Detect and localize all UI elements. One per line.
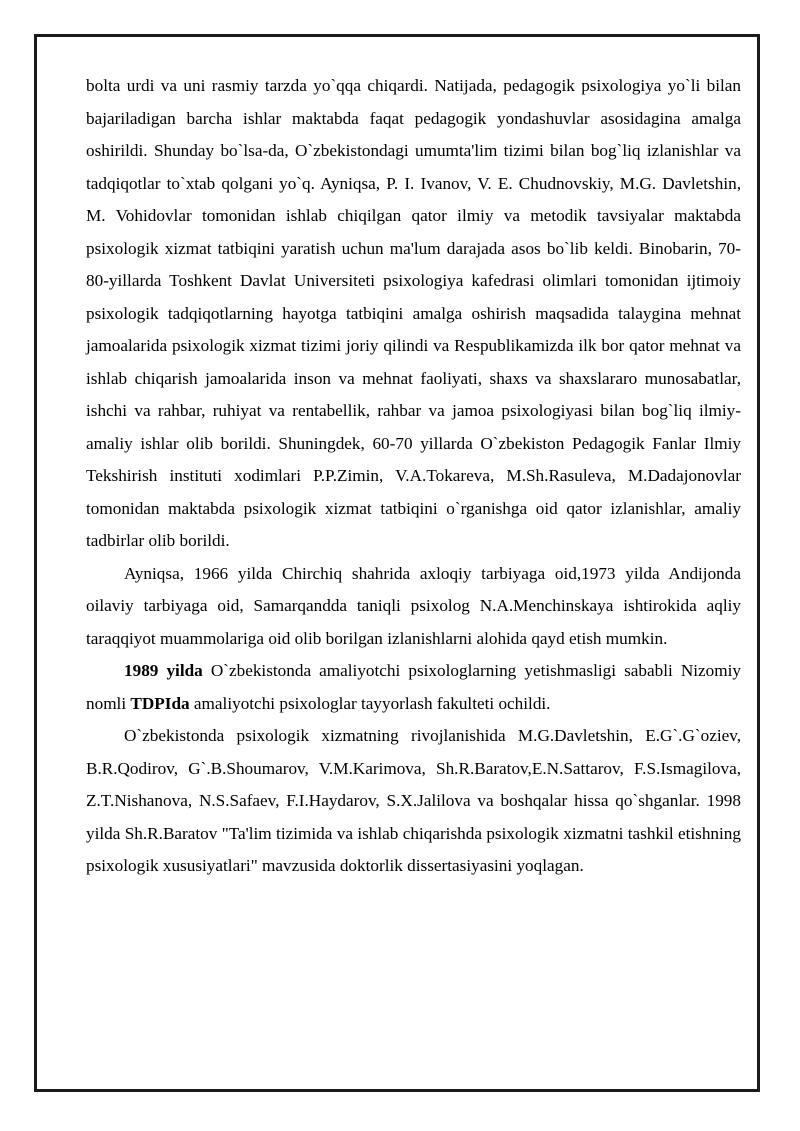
document-body <box>86 70 741 883</box>
bold-year: 1989 yilda <box>124 661 203 680</box>
paragraph-4: O`zbekistonda psixologik xizmatning rivojlanishida M.G.Davletshin, E.G`.G`oziev, B.R.Qodirov, G`.B.Shoumarov, V.M.Karimova, Sh.R.Baratov,E.N.Sattarov, F.S.Ismagilova, Z.T.Nishanova, N.S.Safaev, F.I.Haydarov, S.X.Jalilova va boshqalar hissa qo`shganlar. 1998 yilda Sh.R.Baratov "Ta'lim tizimida va ishlab chiqarishda psixologik xizmatni tashkil etishning psixologik xususiyatlari" mavzusida doktorlik dissertasiyasini yoqlagan. <box>86 726 741 875</box>
paragraph-3-text-b: amaliyotchi psixologlar tayyorlash fakulteti ochildi. <box>189 693 551 713</box>
paragraph-3 <box>86 655 741 720</box>
paragraph-2: Ayniqsa, 1966 yilda Chirchiq shahrida axloqiy tarbiyaga oid,1973 yilda Andijonda oilaviy tarbiyaga oid, Samarqandda taniqli psixolog N.A.Menchinskaya ishtirokida aqliy taraqqiyot muammolariga oid olib borilgan izlanishlarni alohida qayd etish mumkin. <box>86 563 741 648</box>
paragraph-1: bolta urdi va uni rasmiy tarzda yo`qqa chiqardi. Natijada, pedagogik psixologiya yo`li bilan bajariladigan barcha ishlar maktabda faqat pedagogik yondashuvlar asosidagina amalga oshirildi. Shunday bo`lsa-da, O`zbekistondagi umumta'lim tizimi bilan bog`liq izlanishlar va tadqiqotlar to`xtab qolgani yo`q. Ayniqsa, P. I. Ivanov, V. E. Chudnovskiy, M.G. Davletshin, M. Vohidovlar tomonidan ishlab chiqilgan qator ilmiy va metodik tavsiyalar maktabda psixologik xizmat tatbiqini yaratish uchun ma'lum darajada asos bo`lib keldi. Binobarin, 70-80-yillarda Toshkent Davlat Universiteti psixologiya kafedrasi olimlari tomonidan ijtimoiy psixologik tadqiqotlarning hayotga tatbiqini amalga oshirish maqsadida talaygina mehnat jamoalarida psixologik xizmat tizimi joriy qilindi va Respublikamizda ilk bor qator mehnat va ishlab chiqarish jamoalarida inson va mehnat faoliyati, shaxs va shaxslararo munosabatlar, ishchi va rahbar, ruhiyat va rentabellik, rahbar va jamoa psixologiyasi bilan bog`liq ilmiy-amaliy ishlar olib borildi. Shuningdek, 60-70 yillarda O`zbekiston Pedagogik Fanlar Ilmiy Tekshirish instituti xodimlari P.P.Zimin, V.A.Tokareva, M.Sh.Rasuleva, M.Dadajonovlar tomonidan maktabda psixologik xizmat tatbiqini o`rganishga oid qator izlanishlar, amaliy tadbirlar olib borildi. <box>86 76 741 550</box>
paragraph-3-text-a: O`zbekistonda amaliyotchi psixologlarning yetishmasligi sababli Nizomiy nomli <box>86 661 741 713</box>
bold-institute: TDPIda <box>130 693 190 713</box>
